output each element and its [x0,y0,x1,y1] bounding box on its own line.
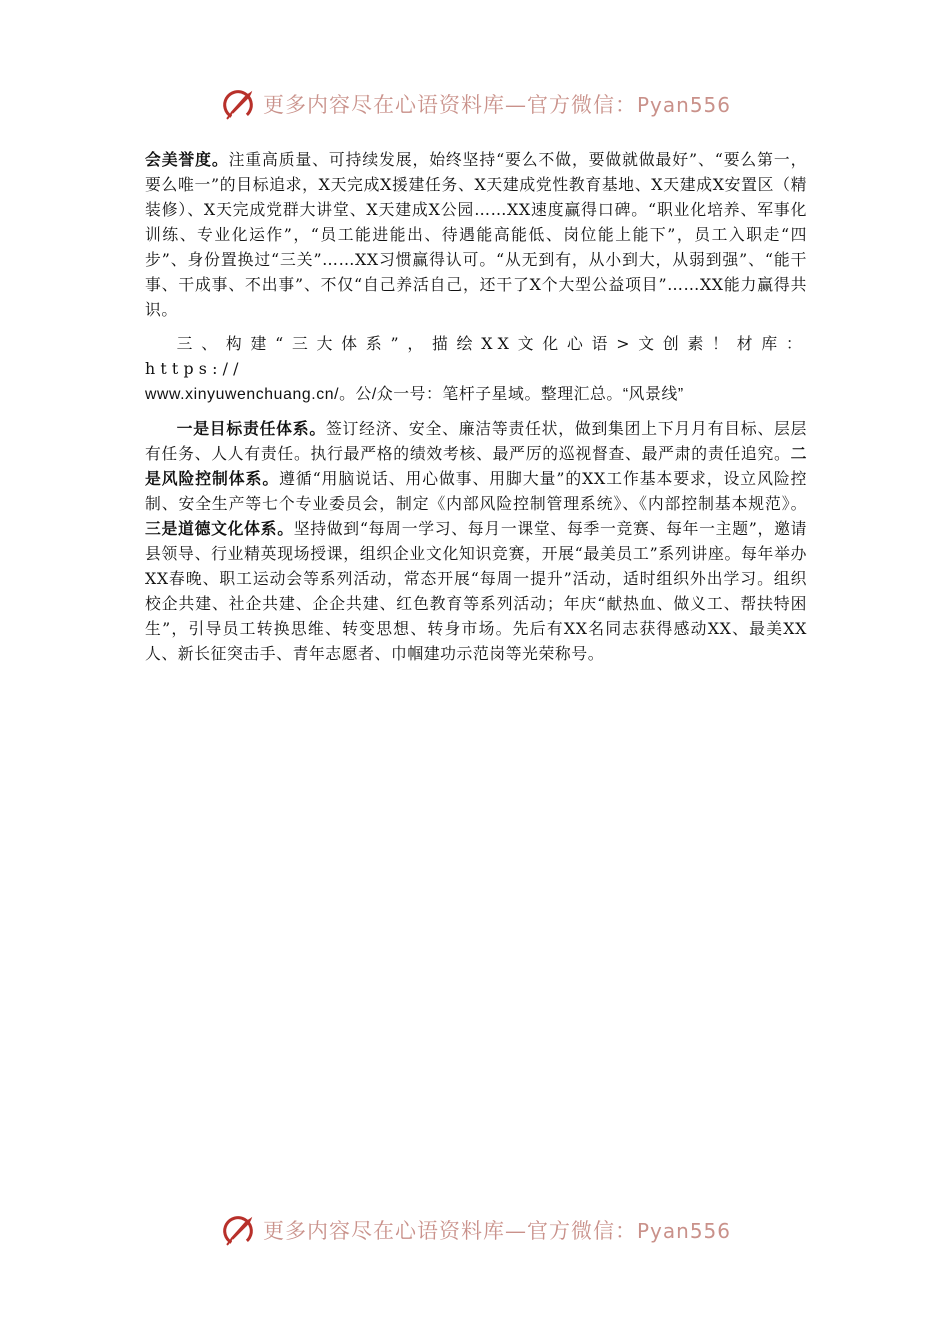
section-heading-three-systems [145,331,807,407]
document-body [145,147,807,666]
paragraph-lead-bold: 会美誉度。 [145,150,229,169]
banner-wechat-id: Pyan556 [636,1219,731,1243]
banner-label [263,89,731,119]
text-moral-culture: 坚持做到“每周一学习、每月一课堂、每季一竞赛、每年一主题”，邀请县领导、行业精英现场授课，组织企业文化知识竞赛，开展“最美员工”系列讲座。每年举办XX春晚、职工运动会等系列活动，常态开展“每周一提升”活动，适时组织外出学习。组织校企共建、社企共建、企企共建、红色教育等系列活动；年庆“献热血、做义工、帮扶特困生”，引导员工转换思维、转变思想、转身市场。先后有XX名同志获得感动XX、最美XX人、新长征突击手、青年志愿者、巾帼建功示范岗等光荣称号。 [145,519,807,663]
paragraph-text: 注重高质量、可持续发展，始终坚持“要么不做，要做就做最好”、“要么第一，要么唯一”的目标追求，X天完成X援建任务、X天建成党性教育基地、X天建成X安置区（精装修）、X天完成党群大讲堂、X天建成X公园……XX速度赢得口碑。“职业化培养、军事化训练、专业化运作”，“员工能进能出、待遇能高能低、岗位能上能下”，员工入职走“四步”、身份置换过“三关”……XX习惯赢得认可。“从无到有，从小到大，从弱到强”、“能干事、干成事、不出事”、不仅“自己养活自己，还干了X个大型公益项目”……XX能力赢得共识。 [145,150,807,319]
footer-banner [0,1208,950,1252]
banner-wechat-id: Pyan556 [636,93,731,117]
banner-main-text: 更多内容尽在心语资料库—官方微信： [262,1219,637,1243]
bold-moral-culture: 三是道德文化体系。 [145,519,294,538]
section-url-line: www.xinyuwenchuang.cn/。公/众一号：笔杆子星域。整理汇总。“风景线” [145,386,684,403]
section-heading-text: 三、构建“三大体系”，描绘XX文化心语>文创素！材库：https:// [145,334,807,378]
banner-main-text: 更多内容尽在心语资料库—官方微信： [262,93,637,117]
banner-label [263,1215,731,1245]
paragraph-systems [145,416,807,666]
paragraph-reputation [145,147,807,322]
quill-pen-circle-icon [219,85,257,123]
quill-pen-circle-icon [219,1211,257,1249]
text-risk-control: 遵循“用脑说话、用心做事、用脚大量”的XX工作基本要求，设立风险控制、安全生产等七个专业委员会，制定《内部风险控制管理系统》、《内部控制基本规范》。 [145,469,807,513]
bold-target-responsibility: 一是目标责任体系。 [176,419,326,438]
text-target-responsibility: 签订经济、安全、廉洁等责任状，做到集团上下月月有目标、层层有任务、人人有责任。执行最严格的绩效考核、最严厉的巡视督查、最严肃的责任追究。 [145,419,807,463]
header-banner [0,82,950,126]
bold-risk-control: 二是风险控制体系。 [145,444,807,488]
